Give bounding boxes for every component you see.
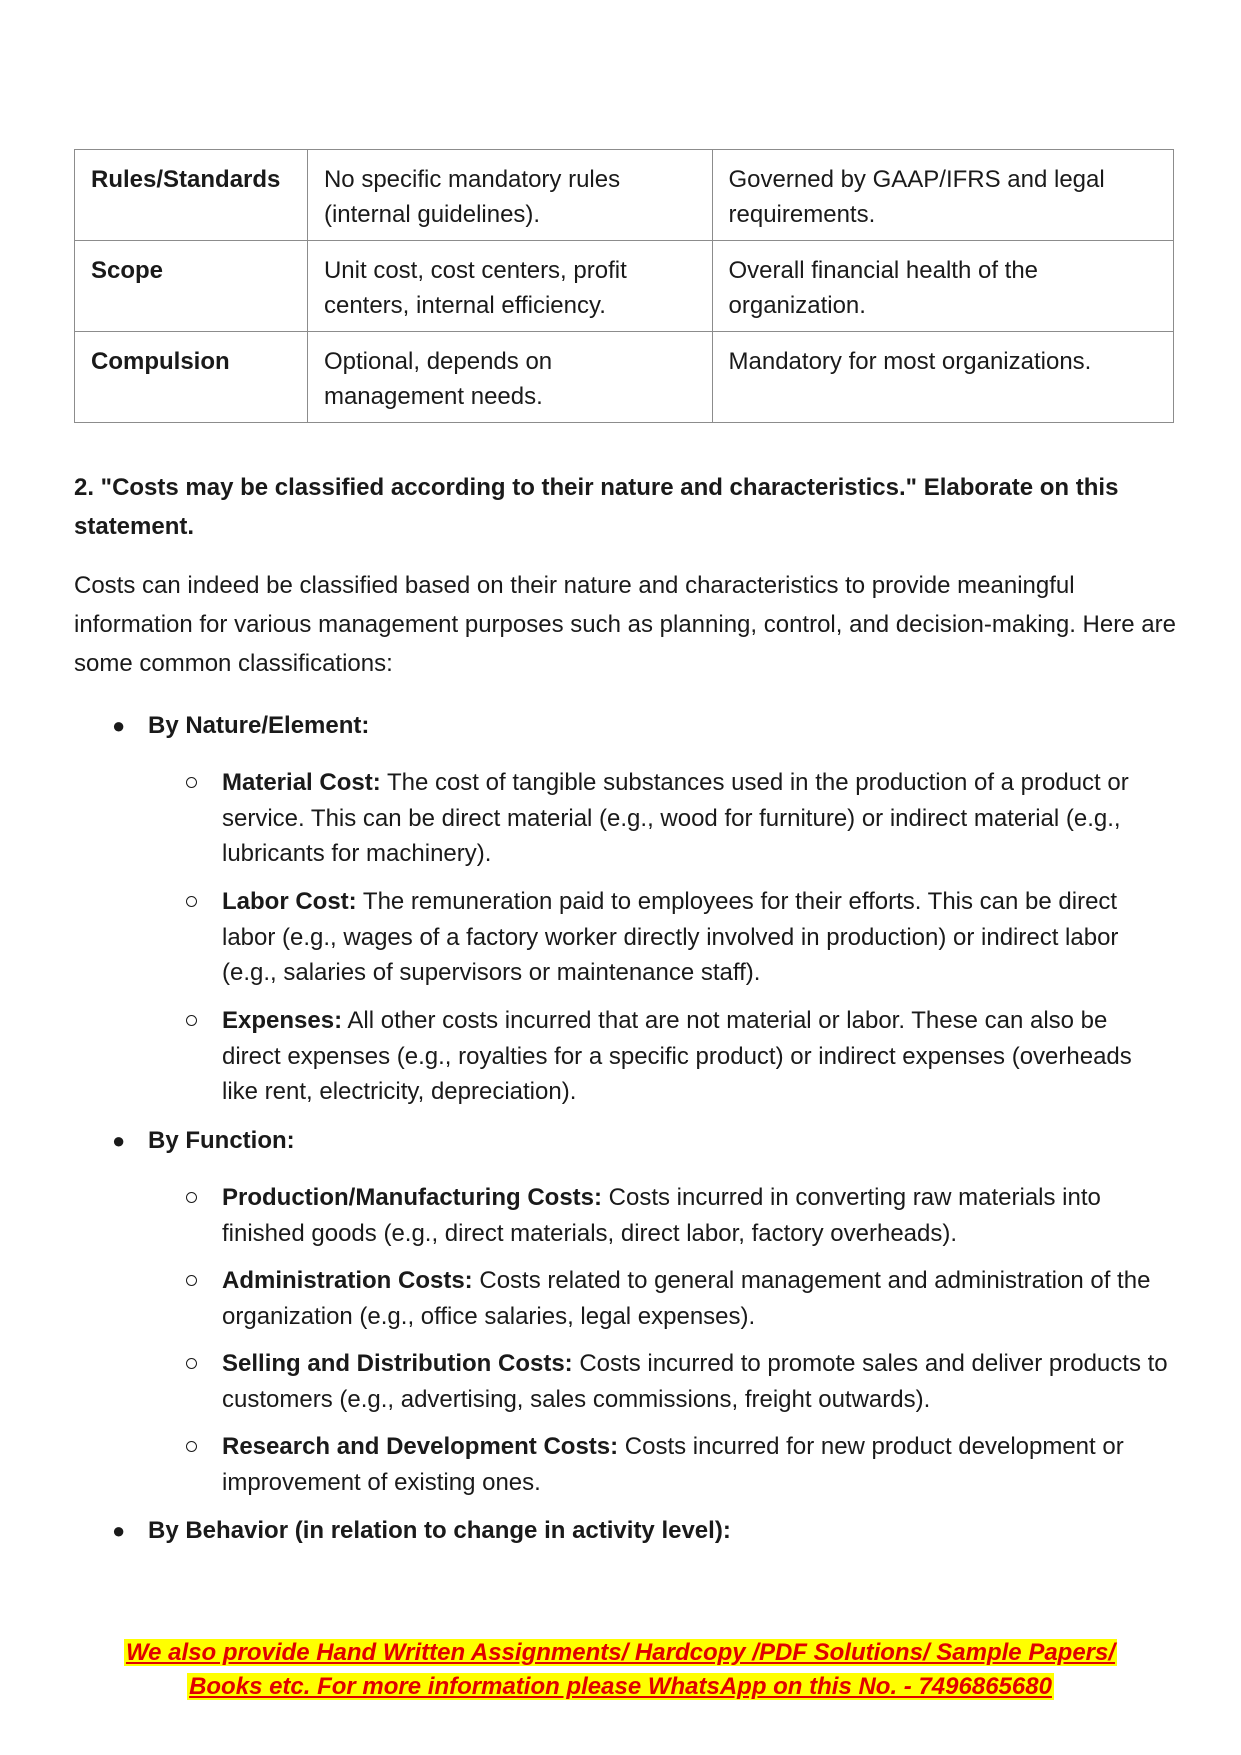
promo-footer: [60, 1636, 1181, 1704]
cost-accounting-cell: Unit cost, cost centers, profit centers, internal efficiency.: [307, 241, 712, 332]
list-item-text: [222, 1180, 1171, 1251]
list-item: [186, 884, 1171, 991]
circle-bullet-icon: [186, 1358, 197, 1369]
list-item-text: [222, 1263, 1171, 1334]
term-description: The cost of tangible substances used in the production of a product or service. This can be direct material (e.g., wood for furniture) or indirect material (e.g., lubricants for machinery).: [222, 769, 1129, 867]
list-item: [186, 1263, 1171, 1334]
table-row: [75, 332, 1174, 423]
circle-bullet-icon: [186, 777, 197, 788]
row-label: Rules/Standards: [75, 150, 308, 241]
cost-accounting-cell: Optional, depends on management needs.: [307, 332, 712, 423]
table-row: [75, 150, 1174, 241]
bullet-icon: ●: [112, 1518, 126, 1543]
list-item: [186, 1003, 1171, 1110]
intro-paragraph: Costs can indeed be classified based on their nature and characteristics to provide meaningful information for various management purposes such as planning, control, and decision-making. Here are some common classifications:: [74, 572, 1176, 677]
row-label: Compulsion: [75, 332, 308, 423]
circle-bullet-icon: [186, 896, 197, 907]
term-label: Material Cost:: [222, 769, 381, 796]
category-label: By Function:: [148, 1127, 295, 1154]
term-description: Costs incurred in converting raw materials into finished goods (e.g., direct materials, direct labor, factory overheads).: [222, 1184, 1101, 1247]
bullet-icon: ●: [112, 1128, 126, 1153]
term-description: The remuneration paid to employees for their efforts. This can be direct labor (e.g., wages of a factory worker directly involved in production) or indirect labor (e.g., salaries of supervisors or maintenance staff).: [222, 888, 1119, 986]
comparison-table: [74, 149, 1174, 423]
question-heading: 2. "Costs may be classified according to their nature and characteristics." Elaborate on this statement.: [74, 474, 1119, 540]
financial-accounting-cell: Overall financial health of the organization.: [712, 241, 1173, 332]
financial-accounting-cell: Mandatory for most organizations.: [712, 332, 1173, 423]
term-label: Expenses:: [222, 1007, 343, 1034]
list-item: [186, 1180, 1171, 1251]
term-description: All other costs incurred that are not material or labor. These can also be direct expenses (e.g., royalties for a specific product) or indirect expenses (overheads like rent, electricity, depreciation).: [222, 1007, 1132, 1105]
circle-bullet-icon: [186, 1015, 197, 1026]
list-item: [186, 765, 1171, 872]
term-label: Research and Development Costs:: [222, 1433, 619, 1460]
list-item-text: [222, 1346, 1171, 1417]
circle-bullet-icon: [186, 1441, 197, 1452]
term-label: Selling and Distribution Costs:: [222, 1350, 573, 1377]
circle-bullet-icon: [186, 1192, 197, 1203]
bullet-icon: ●: [112, 713, 126, 738]
promo-line-2: Books etc. For more information please WhatsApp on this No. - 7496865680: [189, 1673, 1052, 1700]
term-label: Production/Manufacturing Costs:: [222, 1184, 602, 1211]
table-row: [75, 241, 1174, 332]
term-label: Administration Costs:: [222, 1267, 473, 1294]
term-description: Costs incurred to promote sales and deliver products to customers (e.g., advertising, sales commissions, freight outwards).: [222, 1350, 1168, 1413]
list-item: [186, 1429, 1171, 1500]
list-item-text: [222, 1003, 1171, 1110]
list-item-text: [222, 1429, 1171, 1500]
list-item-text: [222, 884, 1171, 991]
circle-bullet-icon: [186, 1275, 197, 1286]
term-label: Labor Cost:: [222, 888, 357, 915]
term-description: Costs related to general management and administration of the organization (e.g., office salaries, legal expenses).: [222, 1267, 1151, 1330]
promo-line-1: We also provide Hand Written Assignments/ Hardcopy /PDF Solutions/ Sample Papers/: [125, 1639, 1116, 1666]
list-item-text: [222, 765, 1171, 872]
financial-accounting-cell: Governed by GAAP/IFRS and legal requirements.: [712, 150, 1173, 241]
category-label: By Nature/Element:: [148, 712, 370, 739]
row-label: Scope: [75, 241, 308, 332]
list-item: [186, 1346, 1171, 1417]
category-label: By Behavior (in relation to change in activity level):: [148, 1517, 731, 1544]
term-description: Costs incurred for new product development or improvement of existing ones.: [222, 1433, 1124, 1496]
cost-accounting-cell: No specific mandatory rules (internal guidelines).: [307, 150, 712, 241]
